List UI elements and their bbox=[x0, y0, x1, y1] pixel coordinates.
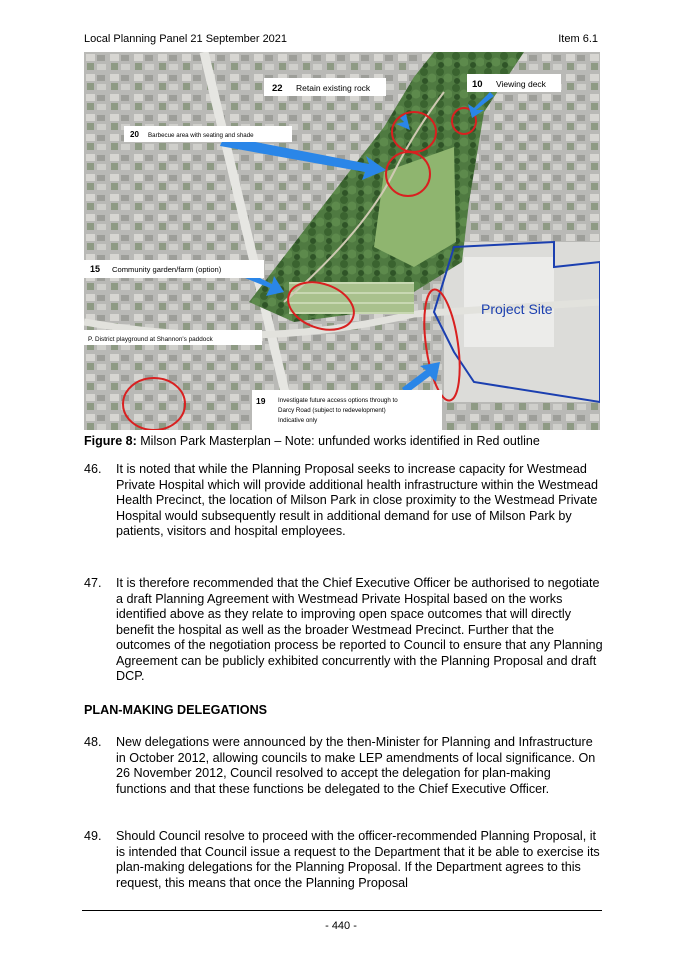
label-22-number: 22 bbox=[272, 83, 283, 94]
label-future-access bbox=[252, 390, 442, 430]
label-15-text: Community garden/farm (option) bbox=[112, 265, 222, 274]
label-retain-rock bbox=[264, 78, 386, 96]
paragraph-48 bbox=[84, 735, 604, 797]
label-20-text: Barbecue area with seating and shade bbox=[148, 132, 254, 139]
label-19-line2: Darcy Road (subject to redevelopment) bbox=[278, 407, 386, 414]
paragraph-text: It is noted that while the Planning Proposal seeks to increase capacity for Westmead Private Hospital which will provide additional health infrastructure within the Westmead Health Precinct, the location of Milson Park in close proximity to the Westmead Private Hospital would subsequently result in additional demand for use of Milson Park by patients, visitors and hospital employees. bbox=[116, 462, 599, 538]
paragraph-number: 46. bbox=[84, 462, 102, 476]
label-10-text: Viewing deck bbox=[496, 79, 546, 89]
figure-caption-prefix: Figure 8: bbox=[84, 434, 137, 448]
page-number: - 440 - bbox=[325, 920, 357, 932]
paragraph-text: New delegations were announced by the then-Minister for Planning and Infrastructure in October 2012, allowing councils to make LEP amendments of local significance. On 26 November 2012, Council resolved to accept the delegation for plan-making functions and that these functions be delegated to the Chief Executive Officer. bbox=[116, 735, 596, 796]
label-viewing-deck bbox=[467, 74, 561, 92]
label-10-number: 10 bbox=[472, 79, 483, 90]
paragraph-number: 49. bbox=[84, 829, 102, 843]
label-community-garden bbox=[84, 260, 264, 278]
masterplan-map-figure bbox=[84, 52, 600, 430]
label-20-number: 20 bbox=[130, 130, 139, 139]
figure-caption-text: Milson Park Masterplan – Note: unfunded works identified in Red outline bbox=[136, 434, 540, 448]
paragraph-text: It is therefore recommended that the Chief Executive Officer be authorised to negotiate a draft Planning Agreement with Westmead Private Hospital based on the works identified above as they relate to improving open space outcomes that will directly benefit the hospital as well as the broader Westmead Precinct. Further that the outcomes of the negotiation process be reported to Council to ensure that any Planning Agreement can be publicly exhibited concurrently with the Planning Proposal and draft DCP. bbox=[116, 576, 603, 683]
page-header-title: Local Planning Panel 21 September 2021 bbox=[84, 33, 288, 45]
label-19-number: 19 bbox=[256, 396, 266, 406]
label-playground-text: P. District playground at Shannon's paddock bbox=[88, 336, 213, 343]
label-barbecue bbox=[124, 126, 292, 142]
label-15-number: 15 bbox=[90, 264, 101, 274]
paragraph-49 bbox=[84, 829, 604, 891]
paragraph-text: Should Council resolve to proceed with the officer-recommended Planning Proposal, it is intended that Council issue a request to the Department that it be able to exercise its plan-making delegations for the Planning Proposal. If the Department agrees to this request, this means that once the Planning Proposal bbox=[116, 829, 600, 890]
label-playground bbox=[84, 330, 262, 345]
footer-rule bbox=[82, 910, 602, 911]
paragraph-number: 48. bbox=[84, 735, 102, 749]
label-22-text: Retain existing rock bbox=[296, 83, 371, 93]
paragraph-46 bbox=[84, 462, 604, 540]
community-garden bbox=[289, 282, 414, 314]
paragraph-47 bbox=[84, 576, 604, 685]
label-19-line1: Investigate future access options through to bbox=[278, 397, 398, 404]
paragraph-number: 47. bbox=[84, 576, 102, 590]
label-19-line3: Indicative only bbox=[278, 417, 318, 424]
figure-caption bbox=[84, 434, 614, 448]
page-header-item: Item 6.1 bbox=[558, 33, 598, 45]
project-site-label: Project Site bbox=[481, 301, 553, 317]
section-heading: PLAN-MAKING DELEGATIONS bbox=[84, 703, 268, 717]
